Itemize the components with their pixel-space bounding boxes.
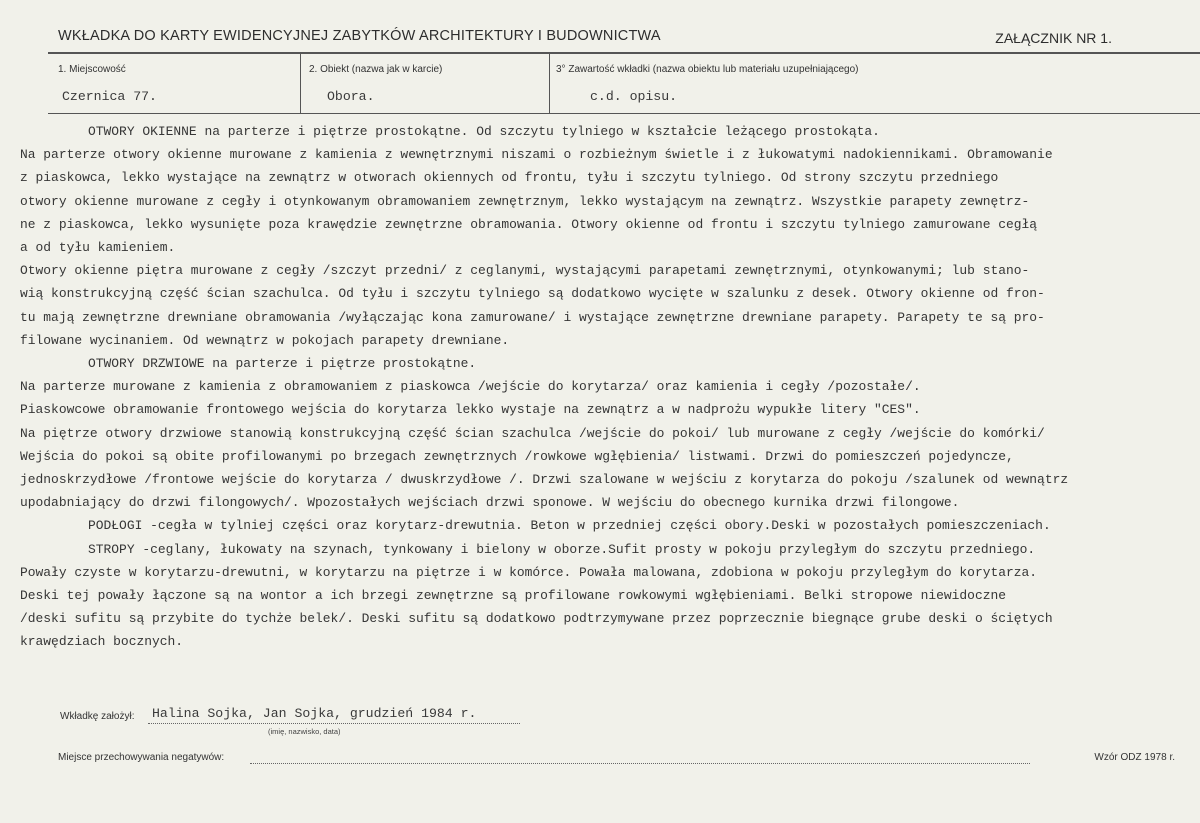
annex-number: ZAŁĄCZNIK NR 1. xyxy=(995,30,1112,46)
text-line: wią konstrukcyjną część ścian szachulca. Od tyłu i szczytu tylniego są dodatkowo wycięte w szalunku z desek. Otwory okienne od fron- xyxy=(20,286,1045,302)
text-line: Otwory okienne piętra murowane z cegły /szczyt przedni/ z ceglanymi, wystającymi parapetami zewnętrznymi, otynkowanymi; lub stano- xyxy=(20,263,1030,279)
text-line: Wejścia do pokoi są obite profilowanymi po brzegach zewnętrznych /rowkowe wgłębienia/ listwami. Drzwi do pomieszczeń pojedyncze, xyxy=(20,448,1014,464)
text-line: otwory okienne murowane z cegły i otynkowanym obramowaniem zewnętrznym, lekko wystającym na zewnątrz. Wszystkie parapety zewnętrz- xyxy=(20,193,1030,209)
text-line: a od tyłu kamieniem. xyxy=(20,240,176,256)
text-line: OTWORY DRZWIOWE na parterze i piętrze prostokątne. xyxy=(88,356,477,372)
form-title: WKŁADKA DO KARTY EWIDENCYJNEJ ZABYTKÓW ARCHITEKTURY I BUDOWNICTWA xyxy=(58,28,661,44)
author-sublabel: (imię, nazwisko, data) xyxy=(268,727,341,736)
text-line: tu mają zewnętrzne drewniane obramowania /wyłączając kona zamurowane/ i wystające zewnętrzne drewniane parapety. Parapety te są pro- xyxy=(20,309,1045,325)
text-line: jednoskrzydłowe /frontowe wejście do korytarza / dwuskrzydłowe /. Drzwi szalowane w wejściu z korytarza do pokoju /szalunek od wewnątrz xyxy=(20,472,1069,488)
text-line: PODŁOGI -cegła w tylniej części oraz korytarz-drewutnia. Beton w przedniej części obory.Deski w pozostałych pomieszczeniach. xyxy=(88,518,1051,534)
text-line: Na parterze murowane z kamienia z obramowaniem z piaskowca /wejście do korytarza/ oraz kamienia i cegły /pozostałe/. xyxy=(20,379,921,395)
author-dotted-line xyxy=(148,723,520,724)
negatives-dotted-line xyxy=(250,763,1030,764)
text-line: Na piętrze otwory drzwiowe stanowią konstrukcyjną część ścian szachulca /wejście do pokoi/ lub murowane z cegły /wejście do komórki/ xyxy=(20,425,1045,441)
text-line: ne z piaskowca, lekko wysunięte poza krawędzie zewnętrzne obramowania. Otwory okienne od frontu i szczytu tylniego zamurowane cegłą xyxy=(20,216,1038,232)
text-line: Deski tej powały łączone są na wontor a ich brzegi zewnętrzne są profilowane rowkowymi wgłębieniami. Belki stropowe niewidoczne xyxy=(20,588,1006,604)
object-label: 2. Obiekt (nazwa jak w karcie) xyxy=(309,64,443,75)
content-label: 3° Zawartość wkładki (nazwa obiektu lub materiału uzupełniającego) xyxy=(556,64,859,75)
form-code: Wzór ODZ 1978 r. xyxy=(1094,752,1175,763)
content-value: c.d. opisu. xyxy=(590,89,678,104)
negatives-label: Miejsce przechowywania negatywów: xyxy=(58,752,225,763)
description-text xyxy=(20,120,1195,654)
locality-label: 1. Miejscowość xyxy=(58,64,126,75)
column-divider-2 xyxy=(549,52,550,114)
text-line: Piaskowcowe obramowanie frontowego wejścia do korytarza lekko wystaje na zewnątrz a w nadprożu wypukłe litery "CES". xyxy=(20,402,921,418)
text-line: z piaskowca, lekko wystające na zewnątrz w otworach okiennych od frontu, tyłu i szczytu tylniego. Od strony szczytu przedniego xyxy=(20,170,999,186)
text-line: STROPY -ceglany, łukowaty na szynach, tynkowany i bielony w oborze.Sufit prosty w pokoju przyległym do szczytu przedniego. xyxy=(88,541,1036,557)
column-divider-1 xyxy=(300,52,301,114)
text-line: upodabniający do drzwi filongowych/. Wpozostałych wejściach drzwi sponowe. W wejściu do obecnego kurnika drzwi filongowe. xyxy=(20,495,960,511)
locality-value: Czernica 77. xyxy=(62,89,157,104)
author-value: Halina Sojka, Jan Sojka, grudzień 1984 r. xyxy=(152,706,477,721)
text-line: filowane wycinaniem. Od wewnątrz w pokojach parapety drewniane. xyxy=(20,332,510,348)
text-line: Na parterze otwory okienne murowane z kamienia z wewnętrznymi niszami o rozbieżnym świetle i z łukowatymi nadokiennikami. Obramowanie xyxy=(20,147,1053,163)
text-line: /deski sufitu są przybite do tychże belek/. Deski sufitu są dodatkowo podtrzymywane przez poprzecznie biegnące grube deski o ściętych xyxy=(20,611,1053,627)
text-line: OTWORY OKIENNE na parterze i piętrze prostokątne. Od szczytu tylniego w kształcie leżącego prostokąta. xyxy=(88,124,880,139)
header-top-rule xyxy=(48,52,1200,54)
header-bottom-rule xyxy=(48,113,1200,114)
text-line: Powały czyste w korytarzu-drewutni, w korytarzu na piętrze i w komórce. Powała malowana, zdobiona w pokoju przyległym do korytarza. xyxy=(20,564,1038,580)
object-value: Obora. xyxy=(327,89,375,104)
author-label: Wkładkę założył: xyxy=(60,711,135,722)
text-line: krawędziach bocznych. xyxy=(20,634,184,650)
